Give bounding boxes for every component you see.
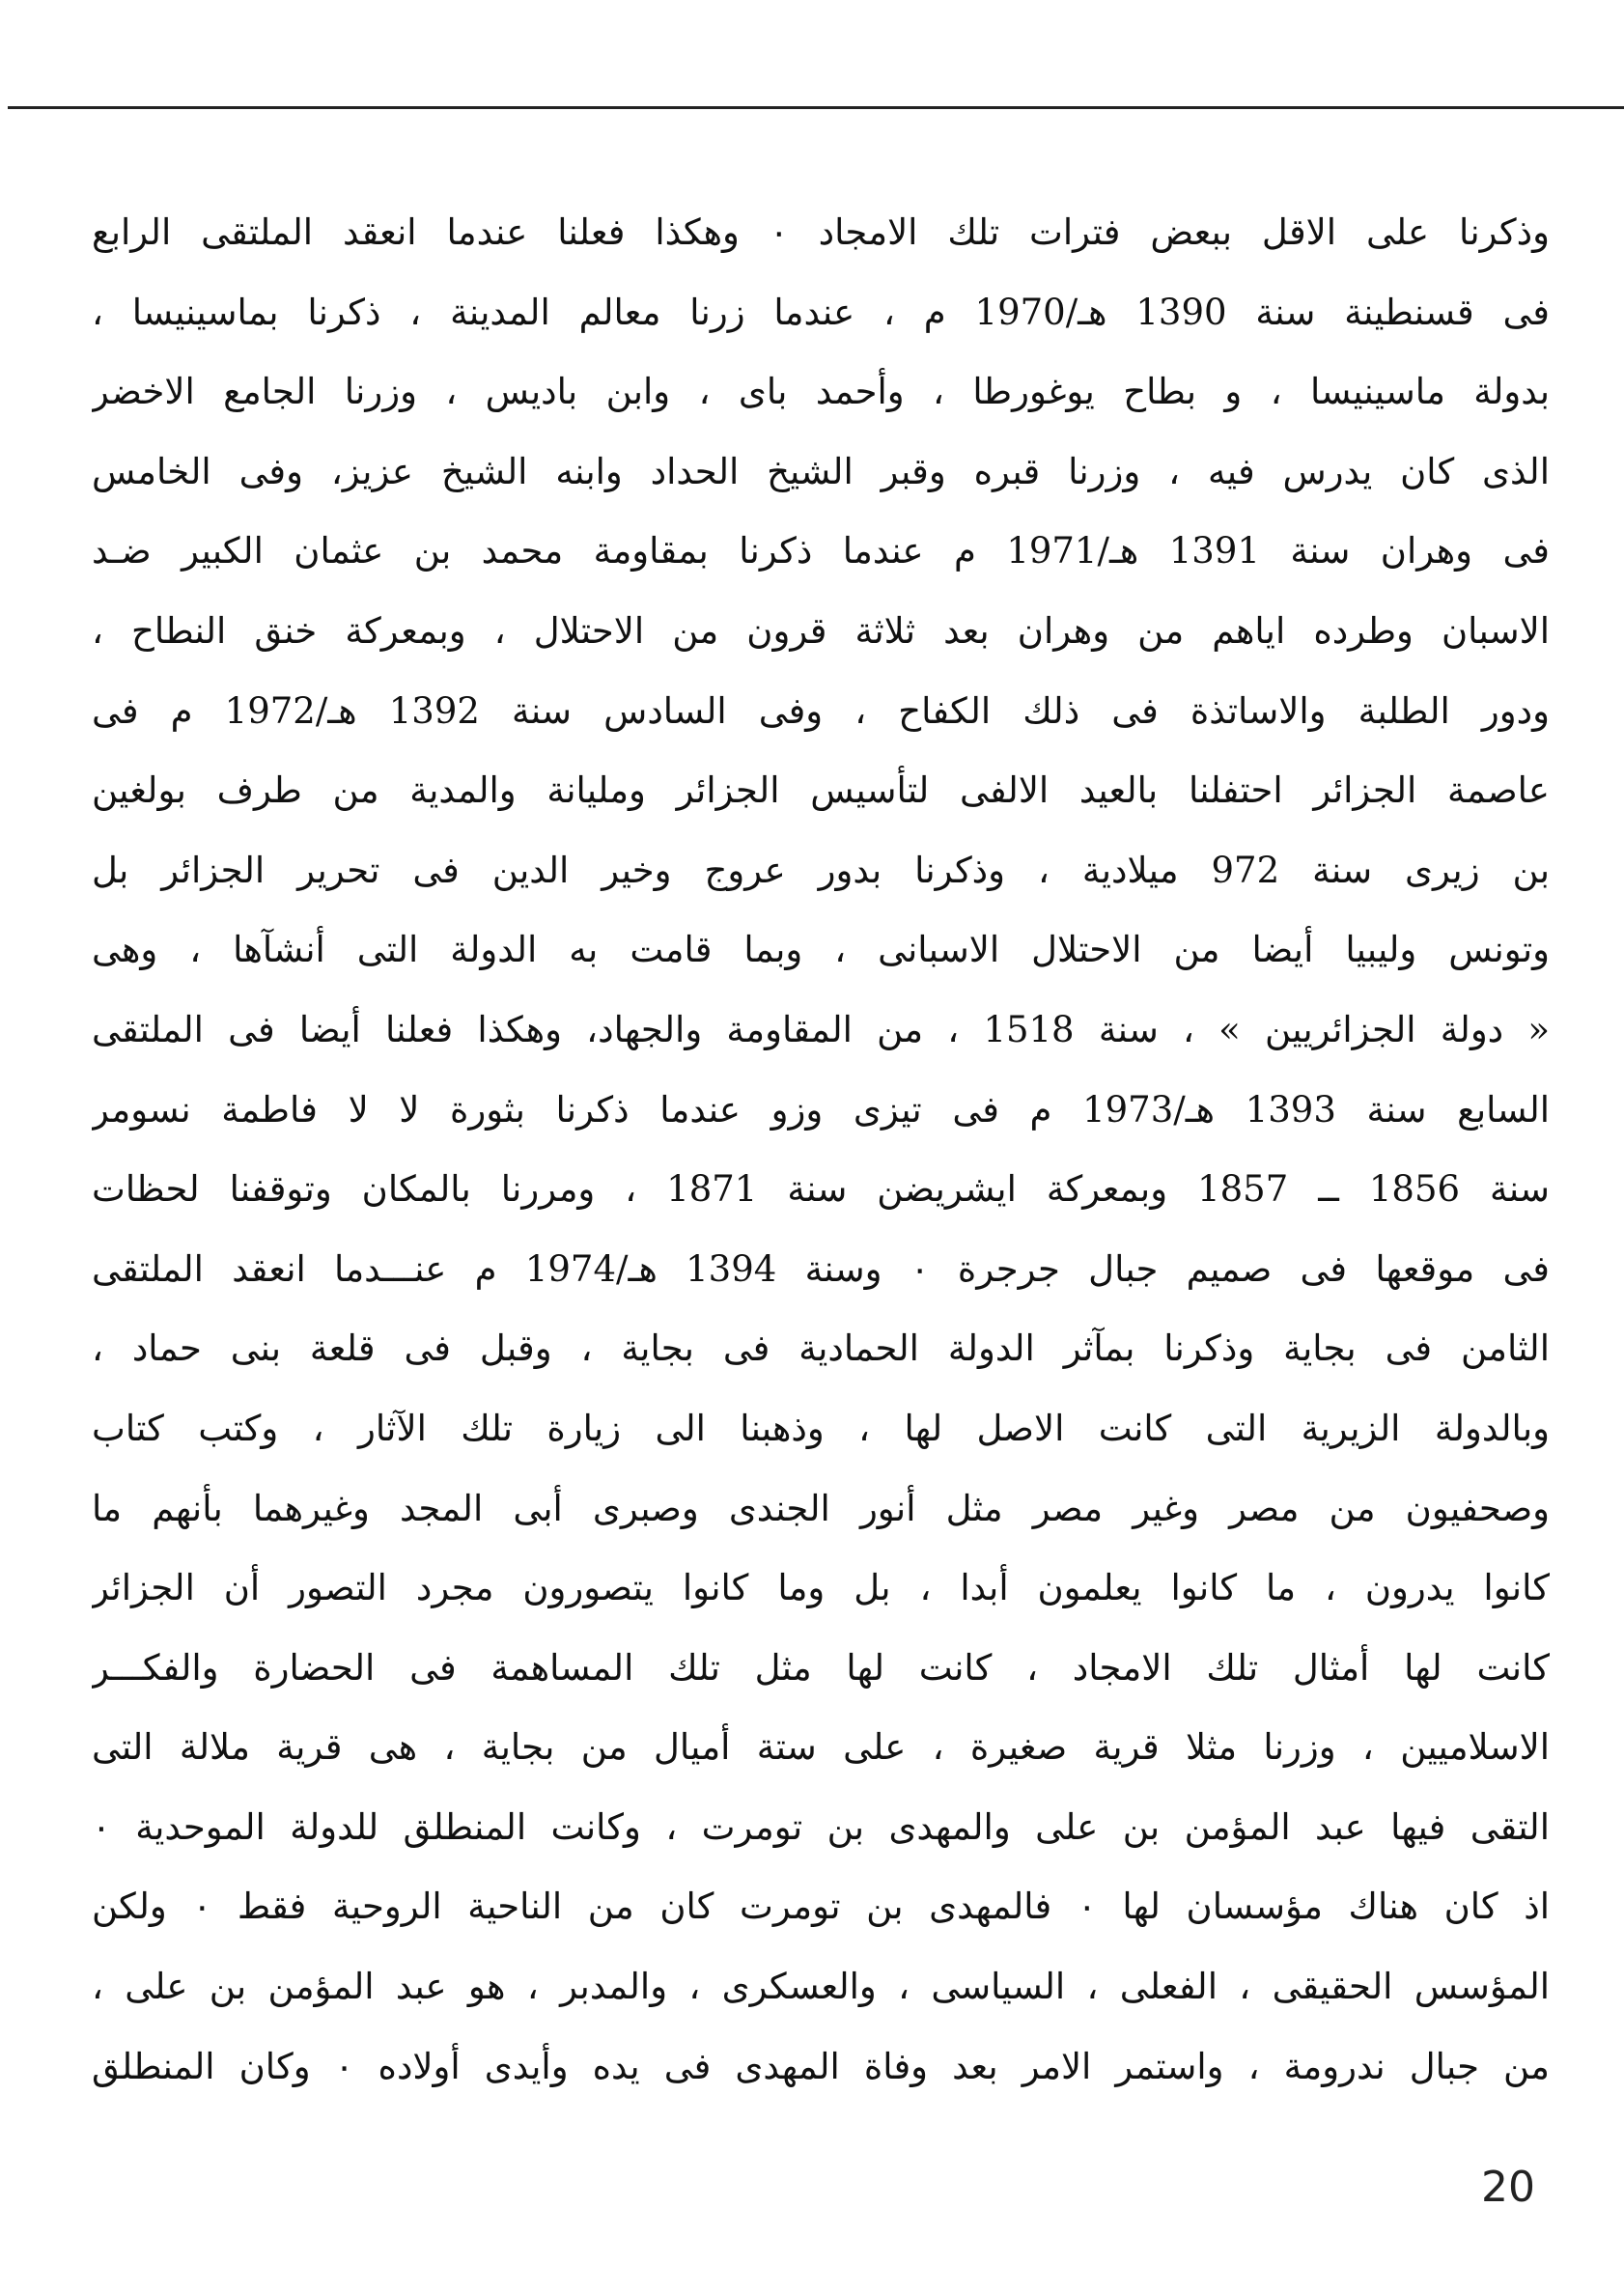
text-line: المؤسس الحقيقى ، الفعلى ، السياسى ، والعسكرى ، والمدبر ، هو عبد المؤمن بن على ، bbox=[92, 1966, 1550, 2008]
header-rule bbox=[8, 106, 1624, 109]
text-line: من جبال ندرومة ، واستمر الامر بعد وفاة المهدى فى يده وأيدى أولاده ٠ وكان المنطلق bbox=[92, 2045, 1550, 2087]
text-line: كانوا يدرون ، ما كانوا يعلمون أبدا ، بل وما كانوا يتصورون مجرد التصور أن الجزائر bbox=[92, 1567, 1550, 1609]
text-line: وتونس وليبيا أيضا من الاحتلال الاسبانى ، وبما قامت به الدولة التى أنشآها ، وهى bbox=[92, 929, 1550, 971]
text-line: بدولة ماسينيسا ، و بطاح يوغورطا ، وأحمد باى ، وابن باديس ، وزرنا الجامع الاخضر bbox=[92, 371, 1550, 413]
text-line: التقى فيها عبد المؤمن بن على والمهدى بن تومرت ، وكانت المنطلق للدولة الموحدية ٠ bbox=[92, 1805, 1550, 1848]
text-line: فى قسنطينة سنة 1390 هـ/1970 م ، عندما زرنا معالم المدينة ، ذكرنا بماسينيسا ، bbox=[92, 291, 1550, 333]
page-number: 20 bbox=[1481, 2163, 1535, 2212]
text-line: الاسلاميين ، وزرنا مثلا قرية صغيرة ، على ستة أميال من بجاية ، هى قرية ملالة التى bbox=[92, 1726, 1550, 1769]
text-line: فى موقعها فى صميم جبال جرجرة ٠ وسنة 1394 هـ/1974 م عنـــدما انعقد الملتقى bbox=[92, 1247, 1550, 1290]
text-line: الاسبان وطرده اياهم من وهران بعد ثلاثة قرون من الاحتلال ، وبمعركة خنق النطاح ، bbox=[92, 609, 1550, 652]
text-line: السابع سنة 1393 هـ/1973 م فى تيزى وزو عندما ذكرنا بثورة لا لا فاطمة نسومر bbox=[92, 1088, 1550, 1131]
text-line: « دولة الجزائريين » ، سنة 1518 ، من المقاومة والجهاد، وهكذا فعلنا أيضا فى الملتقى bbox=[92, 1008, 1550, 1050]
text-line: وذكرنا على الاقل ببعض فترات تلك الامجاد ٠ وهكذا فعلنا عندما انعقد الملتقى الرابع bbox=[92, 211, 1550, 253]
text-line: عاصمة الجزائر احتفلنا بالعيد الالفى لتأسيس الجزائر ومليانة والمدية من طرف بولغين bbox=[92, 769, 1550, 812]
body-text bbox=[92, 193, 1550, 2107]
text-line: وبالدولة الزيرية التى كانت الاصل لها ، وذهبنا الى زيارة تلك الآثار ، وكتب كتاب bbox=[92, 1407, 1550, 1449]
text-line: بن زيرى سنة 972 ميلادية ، وذكرنا بدور عروج وخير الدين فى تحرير الجزائر بل bbox=[92, 849, 1550, 891]
text-line: وصحفيون من مصر وغير مصر مثل أنور الجندى وصبرى أبى المجد وغيرهما بأنهم ما bbox=[92, 1487, 1550, 1529]
text-line: سنة 1856 ــ 1857 وبمعركة ايشريضن سنة 1871 ، ومررنا بالمكان وتوقفنا لحظات bbox=[92, 1168, 1550, 1211]
text-line: كانت لها أمثال تلك الامجاد ، كانت لها مثل تلك المساهمة فى الحضارة والفكـــر bbox=[92, 1646, 1550, 1689]
text-line: فى وهران سنة 1391 هـ/1971 م عندما ذكرنا بمقاومة محمد بن عثمان الكبير ضـد bbox=[92, 530, 1550, 573]
text-line: اذ كان هناك مؤسسان لها ٠ فالمهدى بن تومرت كان من الناحية الروحية فقط ٠ ولكن bbox=[92, 1886, 1550, 1928]
text-line: الذى كان يدرس فيه ، وزرنا قبره وقبر الشيخ الحداد وابنه الشيخ عزيز، وفى الخامس bbox=[92, 450, 1550, 492]
text-line: ودور الطلبة والاساتذة فى ذلك الكفاح ، وفى السادس سنة 1392 هـ/1972 م فى bbox=[92, 689, 1550, 732]
text-line: الثامن فى بجاية وذكرنا بمآثر الدولة الحمادية فى بجاية ، وقبل فى قلعة بنى حماد ، bbox=[92, 1327, 1550, 1370]
